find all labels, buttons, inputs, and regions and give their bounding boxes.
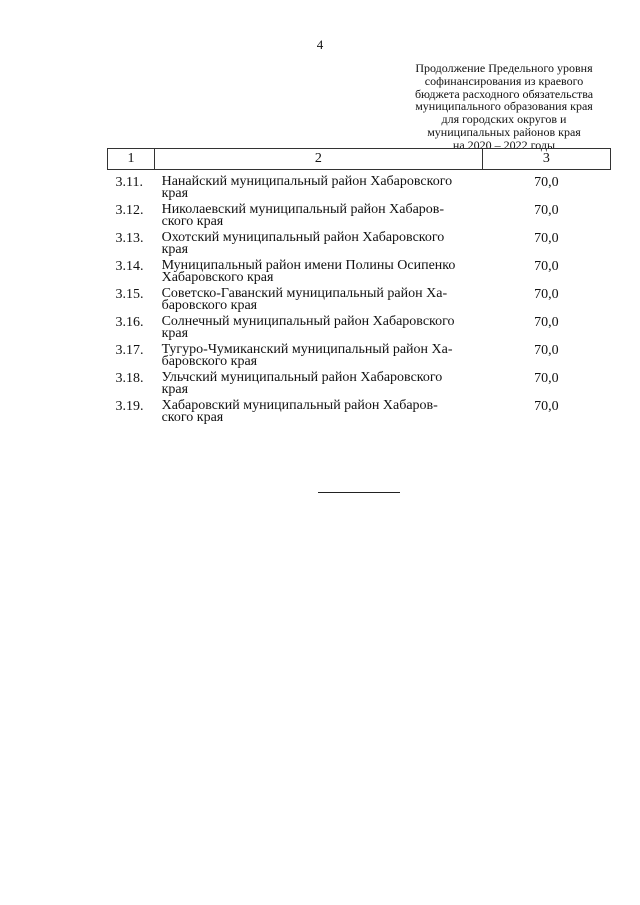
row-number: 3.17. [115, 343, 144, 358]
row-value: 70,0 [534, 399, 559, 414]
row-number: 3.15. [115, 287, 144, 302]
row-value: 70,0 [534, 259, 559, 274]
table-header [108, 149, 611, 170]
table-row [108, 344, 611, 372]
header-col-value: 3 [482, 149, 610, 170]
budget-table [107, 148, 611, 428]
caption-line: для городских округов и [441, 112, 567, 127]
row-value: 70,0 [534, 175, 559, 190]
row-number: 3.11. [115, 175, 143, 190]
row-name [155, 260, 483, 288]
row-name-line: Николаевский муниципальный район Хабаров- [161, 202, 445, 217]
row-name-line: края [161, 186, 189, 201]
row-name-line: края [161, 382, 189, 397]
row-name [155, 316, 483, 344]
table-row [108, 316, 611, 344]
row-name [155, 170, 483, 205]
row-number: 3.16. [115, 315, 144, 330]
row-number: 3.12. [115, 203, 144, 218]
row-name-line: Муниципальный район имени Полины Осипенко [161, 258, 456, 273]
row-value: 70,0 [534, 203, 559, 218]
row-name-line: края [161, 242, 189, 257]
row-value: 70,0 [534, 231, 559, 246]
table-row [108, 288, 611, 316]
row-name-line: Нанайский муниципальный район Хабаровского [161, 174, 453, 189]
row-number: 3.18. [115, 371, 144, 386]
row-name [155, 372, 483, 400]
row-number: 3.13. [115, 231, 144, 246]
row-name [155, 232, 483, 260]
row-name-line: края [161, 326, 189, 341]
row-name-line: баровского края [161, 354, 258, 369]
row-name [155, 400, 483, 428]
header-row [108, 149, 611, 170]
row-name [155, 288, 483, 316]
row-number: 3.19. [115, 399, 144, 414]
end-of-table-rule [318, 492, 400, 493]
row-name-line: ского края [161, 214, 224, 229]
row-name-line: ского края [161, 410, 224, 425]
row-number: 3.14. [115, 259, 144, 274]
row-name-line: Ульчский муниципальный район Хабаровского [161, 370, 443, 385]
table-row [108, 372, 611, 400]
row-name-line: Охотский муниципальный район Хабаровского [161, 230, 445, 245]
table-row [108, 204, 611, 232]
row-name-line: баровского края [161, 298, 258, 313]
row-name-line: Хабаровского края [161, 270, 274, 285]
row-name [155, 344, 483, 372]
caption-line: муниципального образования края [415, 99, 593, 114]
header-col-name: 2 [155, 149, 483, 170]
page-number: 4 [316, 37, 324, 52]
header-col-number: 1 [108, 149, 155, 170]
table-row [108, 232, 611, 260]
row-value: 70,0 [534, 315, 559, 330]
caption-line: муниципальных районов края [427, 124, 581, 139]
row-value: 70,0 [534, 371, 559, 386]
row-name-line: Солнечный муниципальный район Хабаровского [161, 314, 455, 329]
row-name-line: Советско-Гаванский муниципальный район Ха- [161, 286, 448, 301]
caption-line: Продолжение Предельного уровня [415, 61, 593, 75]
table-row [108, 170, 611, 205]
row-name [155, 204, 483, 232]
table-row [108, 400, 611, 428]
row-value: 70,0 [534, 287, 559, 302]
caption-line: софинансирования из краевого [424, 73, 584, 88]
caption-line: бюджета расходного обязательства [414, 86, 594, 101]
row-name-line: Хабаровский муниципальный район Хабаров- [161, 398, 438, 413]
row-value: 70,0 [534, 343, 559, 358]
row-name-line: Тугуро-Чумиканский муниципальный район Ха- [161, 342, 453, 357]
table-row [108, 260, 611, 288]
table-caption [396, 62, 612, 152]
caption-line: на 2020 – 2022 годы [452, 137, 556, 152]
